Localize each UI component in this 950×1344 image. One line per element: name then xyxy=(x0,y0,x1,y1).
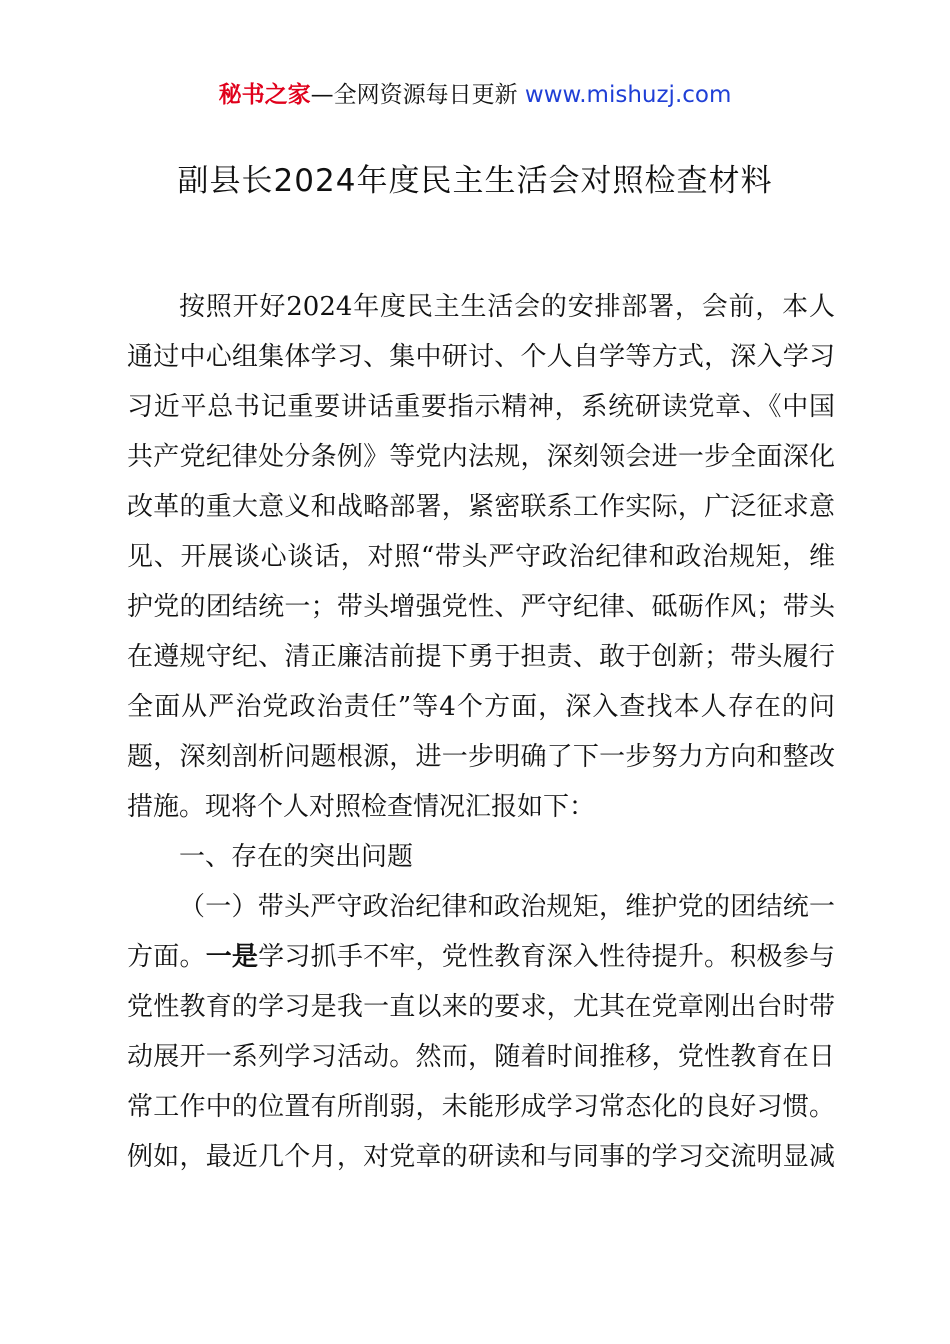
paragraph-line: 按照开好2024年度民主生活会的安排部署，会前，本人 xyxy=(179,292,835,322)
document-body xyxy=(127,282,835,1182)
site-url-link[interactable]: www.mishuzj.com xyxy=(524,82,732,108)
subsection-heading-line: （一）带头严守政治纪律和政治规矩，维护党的团结统一 xyxy=(179,892,835,922)
paragraph-line: 习近平总书记重要讲话重要指示精神，系统研读党章、《中国 xyxy=(127,392,835,422)
paragraph-line: 共产党纪律处分条例》等党内法规，深刻领会进一步全面深化 xyxy=(127,442,835,472)
text-run: 学习抓手不牢，党性教育深入性待提升。积极参与 xyxy=(258,942,835,972)
paragraph-line: 题，深刻剖析问题根源，进一步明确了下一步努力方向和整改 xyxy=(127,742,835,772)
section-heading: 一、存在的突出问题 xyxy=(179,842,414,872)
paragraph-line: 动展开一系列学习活动。然而，随着时间推移，党性教育在日 xyxy=(127,1042,835,1072)
document-title: 副县长2024年度民主生活会对照检查材料 xyxy=(177,163,773,199)
bold-lead-text: 一是 xyxy=(205,942,259,972)
paragraph-line: 护党的团结统一；带头增强党性、严守纪律、砥砺作风；带头 xyxy=(127,592,835,622)
text-run: 方面。 xyxy=(127,942,206,972)
paragraph-line: 通过中心组集体学习、集中研讨、个人自学等方式，深入学习 xyxy=(127,342,835,372)
paragraph-line: 例如，最近几个月，对党章的研读和与同事的学习交流明显减 xyxy=(127,1142,835,1172)
site-slogan: —全网资源每日更新 xyxy=(310,82,518,108)
paragraph-line: 见、开展谈心谈话，对照“带头严守政治纪律和政治规矩，维 xyxy=(127,542,835,572)
site-header xyxy=(0,78,950,112)
paragraph-line: 全面从严治党政治责任”等4个方面，深入查找本人存在的问 xyxy=(127,692,835,722)
paragraph-line: 常工作中的位置有所削弱，未能形成学习常态化的良好习惯。 xyxy=(127,1092,835,1122)
paragraph-line: 措施。现将个人对照检查情况汇报如下： xyxy=(127,792,596,822)
site-brand: 秘书之家 xyxy=(218,82,311,108)
paragraph-line: 党性教育的学习是我一直以来的要求，尤其在党章刚出台时带 xyxy=(127,992,835,1022)
paragraph-line xyxy=(127,932,835,982)
paragraph-line: 改革的重大意义和战略部署，紧密联系工作实际，广泛征求意 xyxy=(127,492,835,522)
paragraph-line: 在遵规守纪、清正廉洁前提下勇于担责、敢于创新；带头履行 xyxy=(127,642,835,672)
